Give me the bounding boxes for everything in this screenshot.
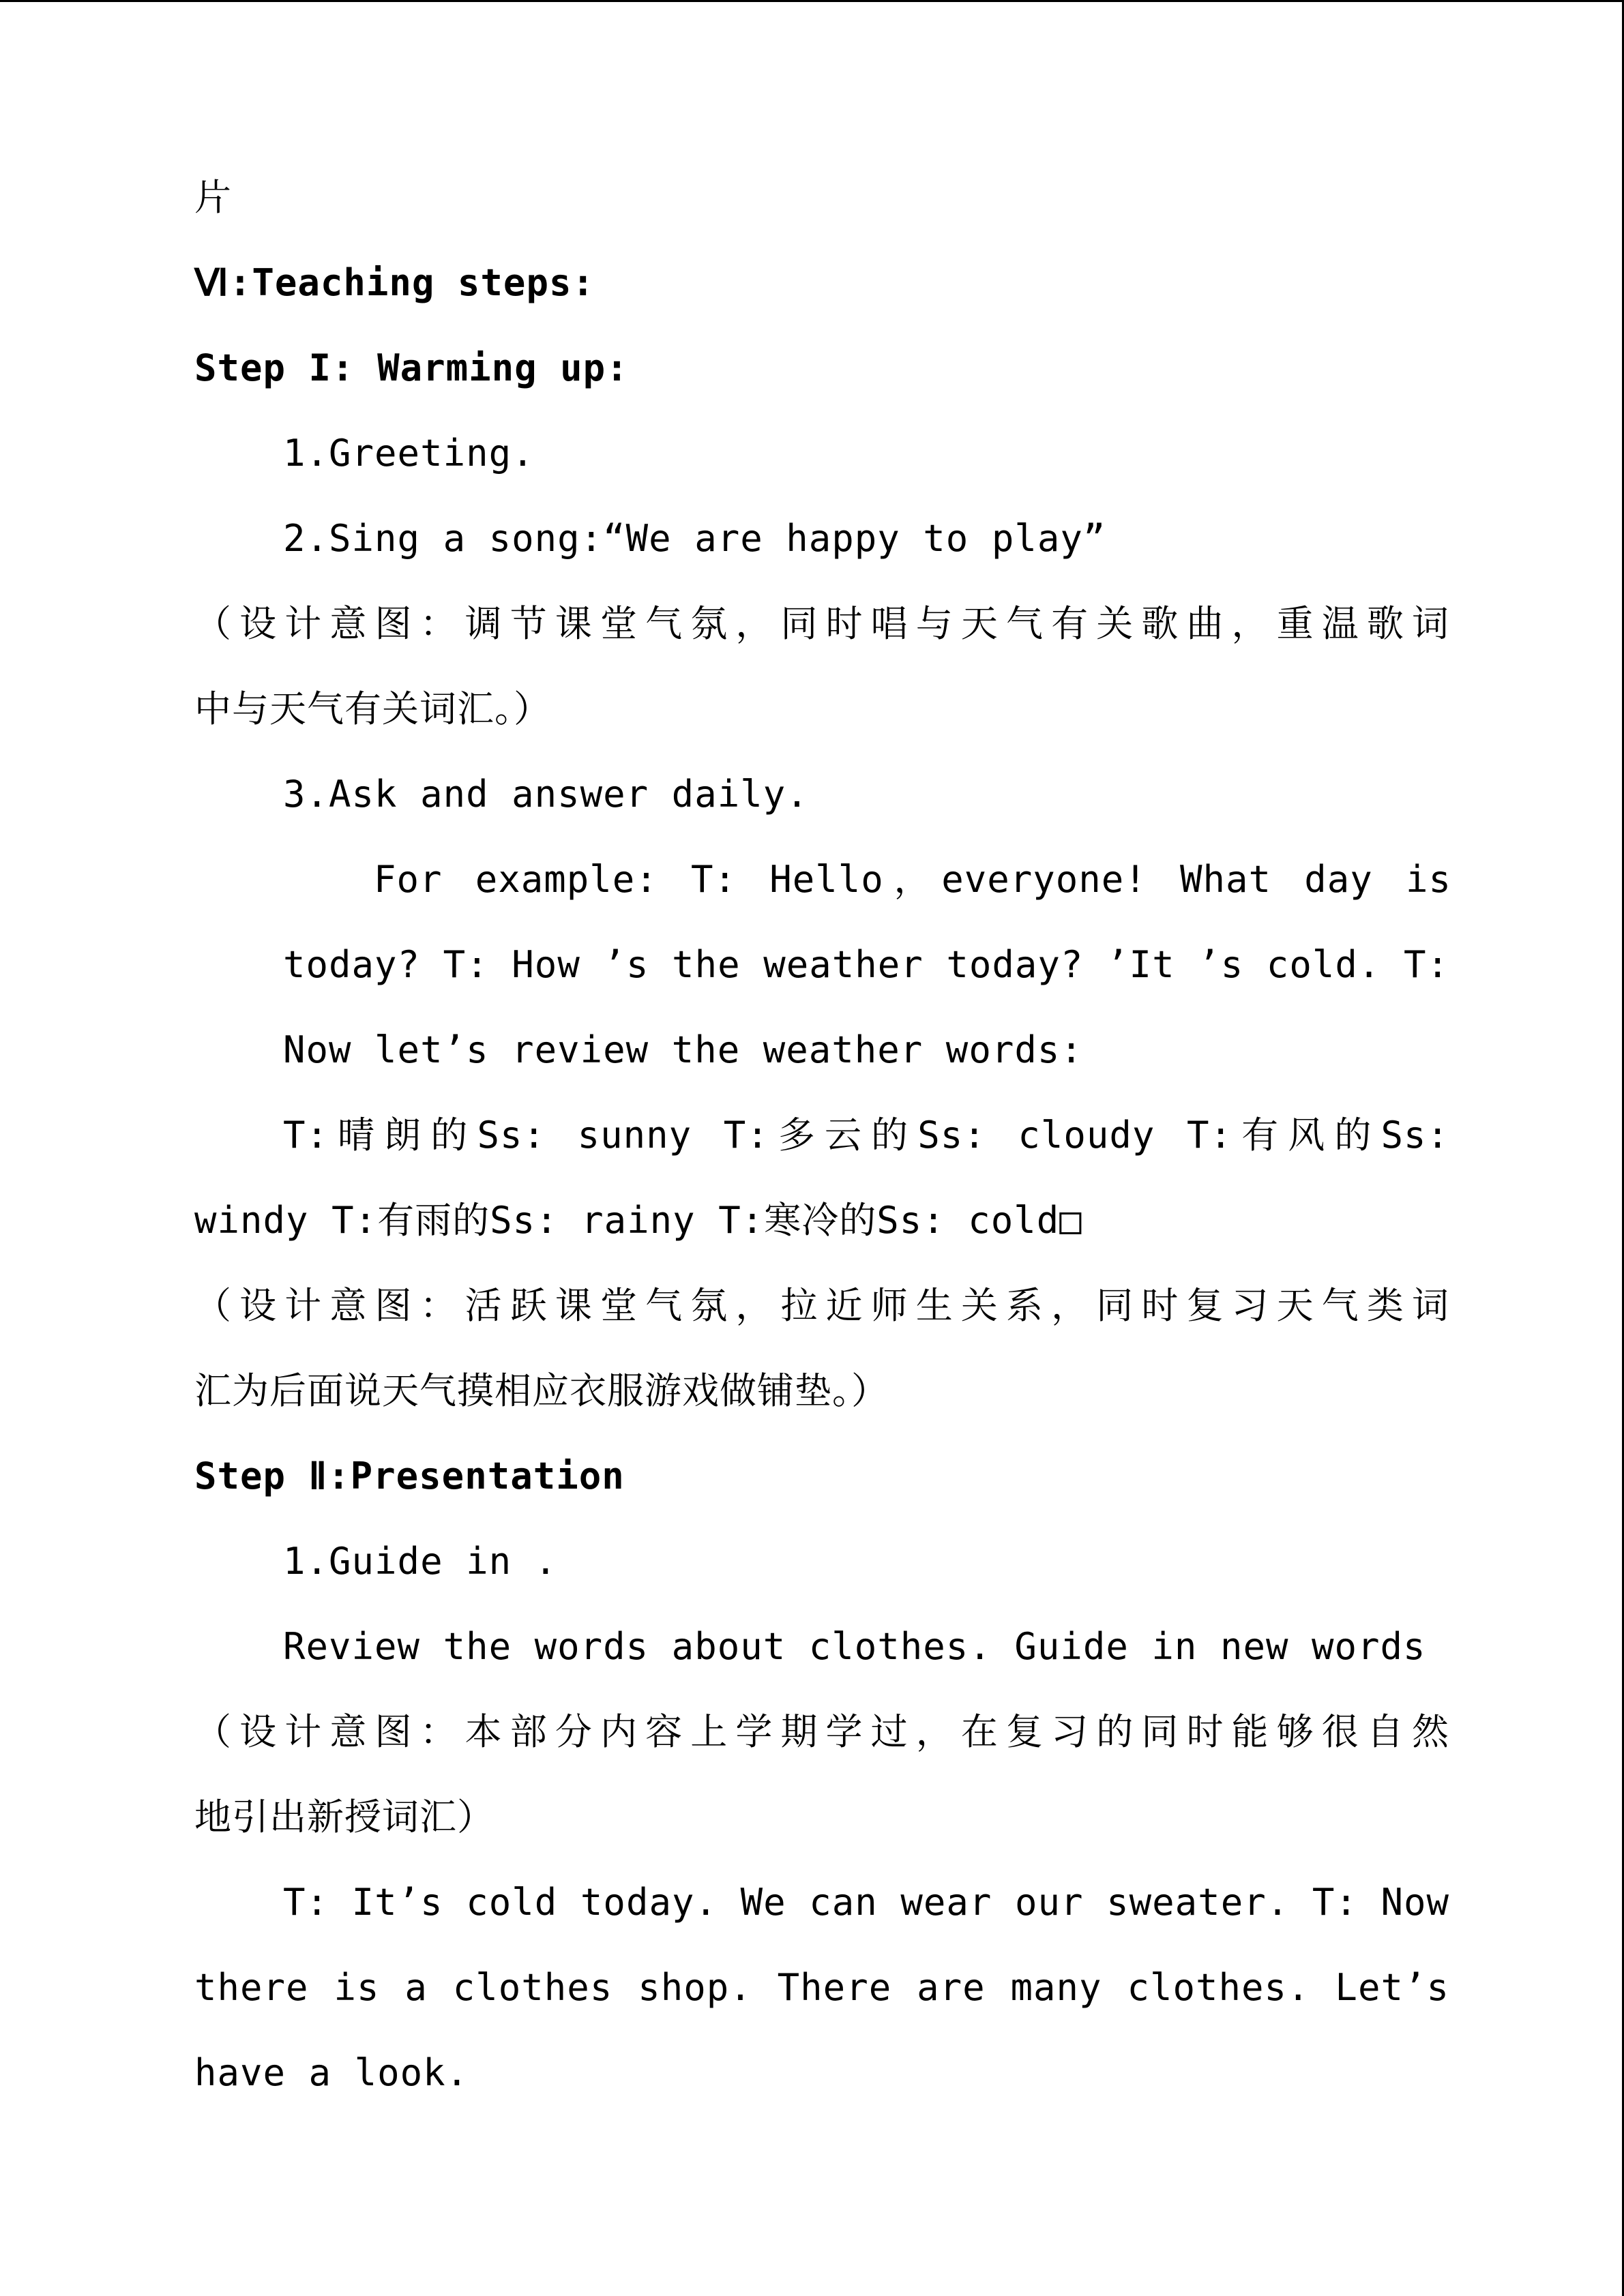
step-heading-presentation: Step Ⅱ:Presentation (194, 1455, 625, 1497)
text-line-1: 片 (194, 176, 232, 219)
text-line-review-clothes: Review the words about clothes. Guide in new words (283, 1625, 1426, 1668)
text-line-weather-words-2: windy T:有雨的Ss: rainy T:寒冷的Ss: cold□ (194, 1199, 1082, 1242)
text-line-dialogue-1: T: It’s cold today. We can wear our sweater. T: Now (283, 1881, 1449, 1924)
text-line-greeting: 1.Greeting. (283, 432, 535, 475)
text-line-sing-song: 2.Sing a song:“We are happy to play” (283, 517, 1106, 560)
design-note-1-line-2: 中与天气有关词汇。） (194, 687, 551, 730)
design-note-2-line-2: 汇为后面说天气摸相应衣服游戏做铺垫。） (194, 1369, 889, 1412)
text-line-dialogue-2: there is a clothes shop. There are many clothes. Let’s (194, 1966, 1449, 2009)
text-line-ask-answer: 3.Ask and answer daily. (283, 773, 809, 816)
text-line-example-3: Now let’s review the weather words: (283, 1028, 1083, 1071)
design-note-2-line-1: （设计意图：活跃课堂气氛，拉近师生关系，同时复习天气类词 (194, 1284, 1449, 1327)
text-line-weather-words-1: T:晴朗的Ss: sunny T:多云的Ss: cloudy T:有风的Ss: (283, 1114, 1449, 1157)
step-heading-warming-up: Step I: Warming up: (194, 346, 629, 389)
top-border (0, 0, 1624, 2)
text-line-dialogue-3: have a look. (194, 2051, 469, 2094)
text-line-guide-in: 1.Guide in . (283, 1540, 558, 1583)
design-note-3-line-1: （设计意图：本部分内容上学期学过，在复习的同时能够很自然 (194, 1710, 1449, 1753)
design-note-1-line-1: （设计意图：调节课堂气氛，同时唱与天气有关歌曲，重温歌词 (194, 602, 1449, 645)
design-note-3-line-2: 地引出新授词汇） (194, 1795, 494, 1838)
text-line-example-1: For example: T: Hello，everyone! What day is (374, 858, 1451, 901)
text-line-example-2: today? T: How ’s the weather today? ’It ’s cold. T: (283, 943, 1449, 986)
section-heading-teaching-steps: Ⅵ:Teaching steps: (194, 261, 595, 304)
